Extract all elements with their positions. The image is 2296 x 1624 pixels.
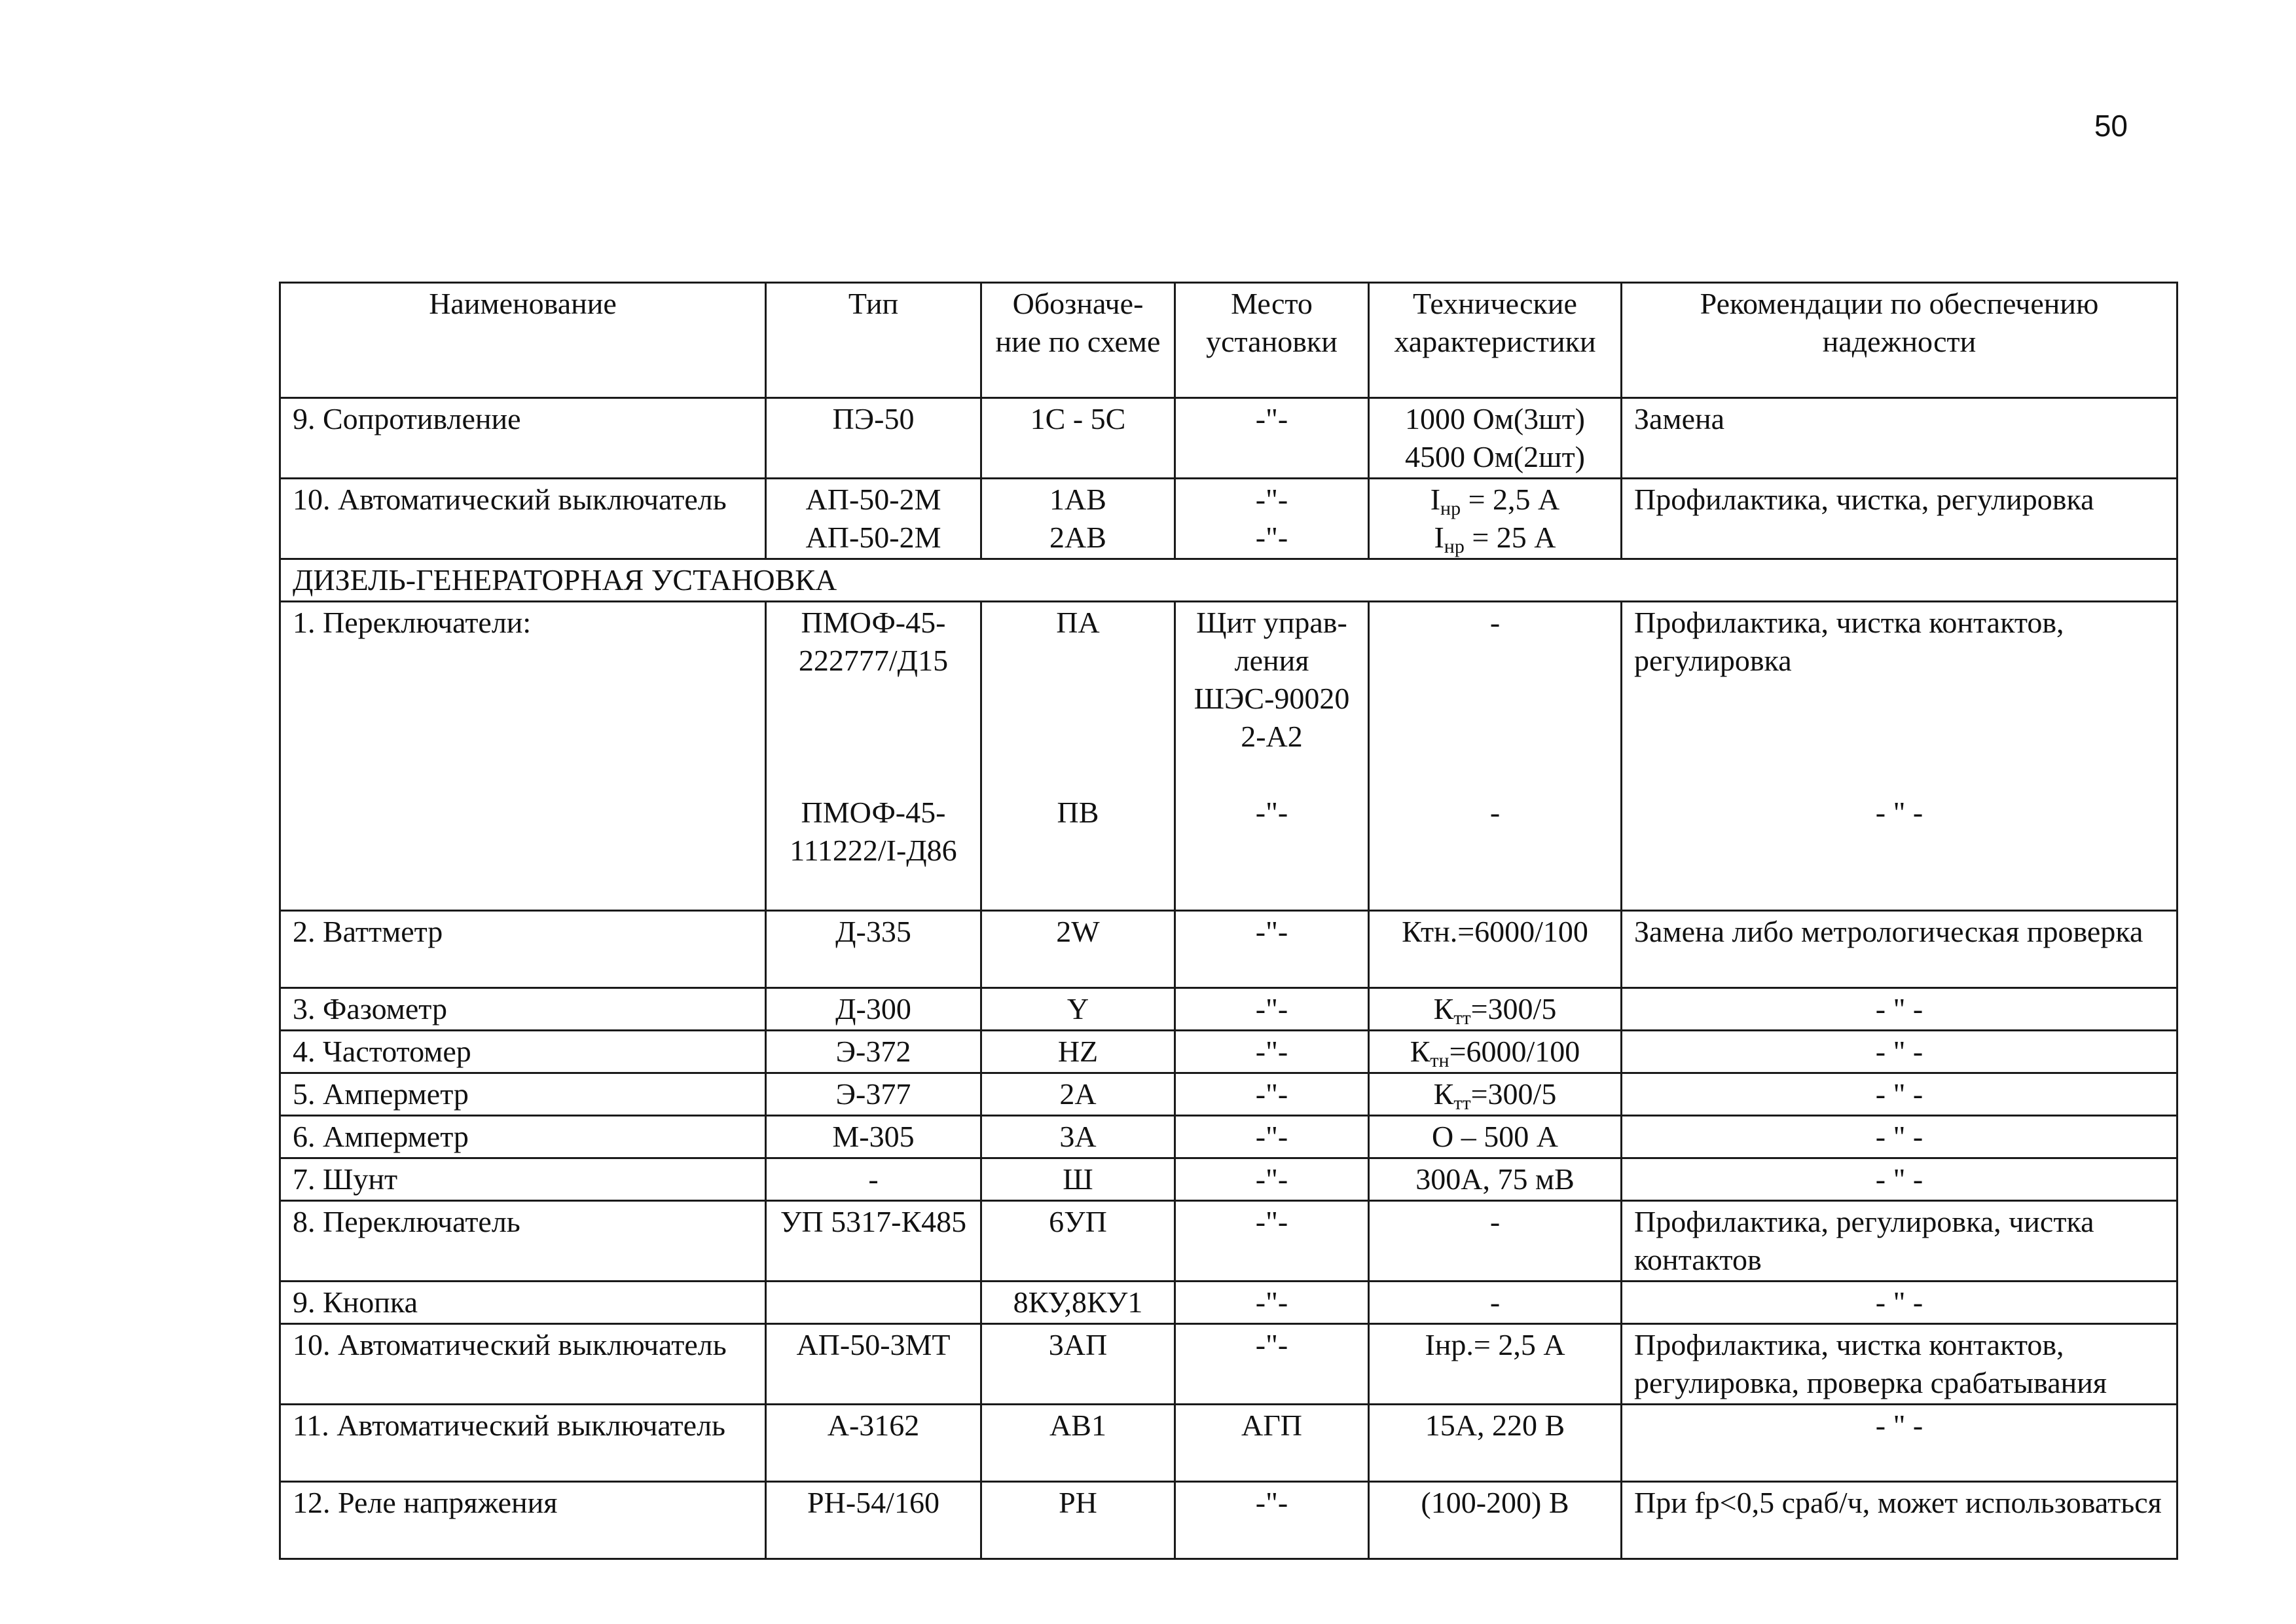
table-row (280, 1482, 2178, 1559)
designation-line: 2АВ (1049, 521, 1106, 554)
spec-subscript: нр (1440, 498, 1461, 519)
recommendation-block: Профилактика, чистка контактов, регулировка (1634, 606, 2064, 677)
equipment-table (279, 282, 2178, 1560)
table-row (280, 1116, 2178, 1158)
spec-subscript: тт (1453, 1007, 1471, 1029)
cell-designation (981, 479, 1175, 559)
cell-specs (1369, 602, 1622, 911)
cell-specs (1369, 1031, 1622, 1073)
type-block: ПМОФ-45-111222/I-Д86 (790, 796, 957, 867)
cell-location: -"- (1175, 1158, 1369, 1201)
cell-name: 2. Ваттметр (280, 911, 766, 988)
cell-name: 1. Переключатели: (280, 602, 766, 911)
location-block: -"- (1255, 796, 1288, 829)
spec-symbol: К (1433, 992, 1454, 1025)
specs-block: - (1489, 796, 1501, 829)
spec-value: = 25 А (1464, 521, 1556, 554)
cell-designation: РН (981, 1482, 1175, 1559)
cell-specs: - (1369, 1201, 1622, 1282)
location-line: -"- (1255, 483, 1288, 516)
cell-designation (981, 602, 1175, 911)
table-row (280, 479, 2178, 559)
spec-line: 1000 Ом(3шт) (1405, 402, 1585, 435)
cell-recommendation: - " - (1622, 1405, 2178, 1482)
cell-specs: 15А, 220 В (1369, 1405, 1622, 1482)
designation-block: ПВ (1057, 796, 1099, 829)
cell-specs: Ктн.=6000/100 (1369, 911, 1622, 988)
cell-designation: Ш (981, 1158, 1175, 1201)
spec-symbol: I (1434, 521, 1444, 554)
cell-type (766, 602, 981, 911)
spec-symbol: К (1433, 1077, 1454, 1111)
cell-recommendation: - " - (1622, 1073, 2178, 1116)
cell-name: 9. Кнопка (280, 1282, 766, 1324)
cell-designation: 3АП (981, 1324, 1175, 1405)
header-location: Место установки (1175, 283, 1369, 398)
cell-location: -"- (1175, 1282, 1369, 1324)
cell-type: РН-54/160 (766, 1482, 981, 1559)
cell-name: 12. Реле напряжения (280, 1482, 766, 1559)
page-number: 50 (2094, 109, 2128, 143)
cell-type: А-3162 (766, 1405, 981, 1482)
cell-location: -"- (1175, 911, 1369, 988)
cell-recommendation (1622, 602, 2178, 911)
spec-value: =300/5 (1470, 992, 1557, 1025)
cell-name: 4. Частотомер (280, 1031, 766, 1073)
spec-line: 4500 Ом(2шт) (1405, 440, 1585, 473)
table-row (280, 1158, 2178, 1201)
section-title: ДИЗЕЛЬ-ГЕНЕРАТОРНАЯ УСТАНОВКА (280, 559, 2178, 602)
cell-specs: О – 500 А (1369, 1116, 1622, 1158)
cell-designation: АВ1 (981, 1405, 1175, 1482)
cell-designation: 2А (981, 1073, 1175, 1116)
cell-type: Д-300 (766, 988, 981, 1031)
cell-name: 7. Шунт (280, 1158, 766, 1201)
cell-location: -"- (1175, 1073, 1369, 1116)
table-row (280, 1201, 2178, 1282)
cell-location: -"- (1175, 398, 1369, 479)
type-line: АП-50-2М (805, 483, 941, 516)
spec-line (1381, 481, 1609, 519)
cell-location: -"- (1175, 1031, 1369, 1073)
cell-location: -"- (1175, 988, 1369, 1031)
spec-subscript: тн (1430, 1050, 1449, 1071)
spec-symbol: I (1430, 483, 1441, 516)
cell-recommendation: Профилактика, чистка, регулировка (1622, 479, 2178, 559)
cell-type: УП 5317-К485 (766, 1201, 981, 1282)
header-designation: Обозначе-ние по схеме (981, 283, 1175, 398)
cell-specs: 300А, 75 мВ (1369, 1158, 1622, 1201)
cell-designation: 1С - 5С (981, 398, 1175, 479)
cell-location: -"- (1175, 1116, 1369, 1158)
cell-location: -"- (1175, 1201, 1369, 1282)
cell-recommendation: Замена (1622, 398, 2178, 479)
header-specs: Технические характеристики (1369, 283, 1622, 398)
table-row (280, 602, 2178, 911)
spec-subscript: тт (1453, 1092, 1471, 1114)
spec-line (1381, 519, 1609, 557)
cell-recommendation: Профилактика, чистка контактов, регулировка, проверка срабатывания (1622, 1324, 2178, 1405)
cell-recommendation: - " - (1622, 1282, 2178, 1324)
cell-name: 10. Автоматический выключатель (280, 479, 766, 559)
table-row (280, 988, 2178, 1031)
cell-name: 5. Амперметр (280, 1073, 766, 1116)
table-header-row (280, 283, 2178, 398)
cell-recommendation: - " - (1622, 1116, 2178, 1158)
cell-type: Д-335 (766, 911, 981, 988)
designation-line: 1АВ (1049, 483, 1106, 516)
cell-designation: HZ (981, 1031, 1175, 1073)
cell-type: ПЭ-50 (766, 398, 981, 479)
cell-recommendation: - " - (1622, 988, 2178, 1031)
cell-recommendation: Замена либо метрологическая проверка (1622, 911, 2178, 988)
cell-type (766, 479, 981, 559)
cell-location (1175, 479, 1369, 559)
cell-specs: - (1369, 1282, 1622, 1324)
location-block: Щит управ-ления ШЭС-900202-А2 (1194, 606, 1350, 753)
cell-recommendation: Профилактика, регулировка, чистка контактов (1622, 1201, 2178, 1282)
cell-location: -"- (1175, 1482, 1369, 1559)
table-row (280, 398, 2178, 479)
table-row (280, 1031, 2178, 1073)
cell-location: АГП (1175, 1405, 1369, 1482)
cell-name: 3. Фазометр (280, 988, 766, 1031)
section-row (280, 559, 2178, 602)
header-recommendations: Рекомендации по обеспечению надежности (1622, 283, 2178, 398)
recommendation-block: - " - (1875, 796, 1923, 829)
cell-specs (1369, 479, 1622, 559)
designation-block: ПА (1056, 606, 1100, 639)
table-row (280, 1282, 2178, 1324)
cell-location: -"- (1175, 1324, 1369, 1405)
cell-designation: 2W (981, 911, 1175, 988)
cell-recommendation: При fр<0,5 сраб/ч, может использоваться (1622, 1482, 2178, 1559)
table-row (280, 1073, 2178, 1116)
type-line: АП-50-2М (805, 521, 941, 554)
cell-type (766, 1282, 981, 1324)
cell-name: 6. Амперметр (280, 1116, 766, 1158)
spec-value: =300/5 (1470, 1077, 1557, 1111)
cell-name: 9. Сопротивление (280, 398, 766, 479)
cell-specs (1369, 988, 1622, 1031)
cell-type: - (766, 1158, 981, 1201)
spec-symbol: К (1410, 1035, 1430, 1068)
type-block: ПМОФ-45-222777/Д15 (798, 606, 949, 677)
cell-recommendation: - " - (1622, 1158, 2178, 1201)
cell-recommendation: - " - (1622, 1031, 2178, 1073)
header-name: Наименование (280, 283, 766, 398)
spec-value: =6000/100 (1449, 1035, 1580, 1068)
cell-name: 10. Автоматический выключатель (280, 1324, 766, 1405)
cell-specs: Iнр.= 2,5 А (1369, 1324, 1622, 1405)
cell-type: Э-377 (766, 1073, 981, 1116)
cell-designation: Y (981, 988, 1175, 1031)
cell-type: Э-372 (766, 1031, 981, 1073)
cell-name: 8. Переключатель (280, 1201, 766, 1282)
table-row (280, 1324, 2178, 1405)
cell-type: АП-50-3МТ (766, 1324, 981, 1405)
cell-specs: (100-200) В (1369, 1482, 1622, 1559)
cell-location (1175, 602, 1369, 911)
specs-block: - (1489, 606, 1501, 639)
cell-name: 11. Автоматический выключатель (280, 1405, 766, 1482)
table-row (280, 911, 2178, 988)
cell-specs (1369, 398, 1622, 479)
cell-type: М-305 (766, 1116, 981, 1158)
cell-specs (1369, 1073, 1622, 1116)
cell-designation: 8КУ,8КУ1 (981, 1282, 1175, 1324)
cell-designation: 6УП (981, 1201, 1175, 1282)
cell-designation: 3А (981, 1116, 1175, 1158)
spec-value: = 2,5 А (1461, 483, 1560, 516)
location-line: -"- (1255, 521, 1288, 554)
header-type: Тип (766, 283, 981, 398)
table-row (280, 1405, 2178, 1482)
spec-subscript: нр (1444, 536, 1465, 557)
